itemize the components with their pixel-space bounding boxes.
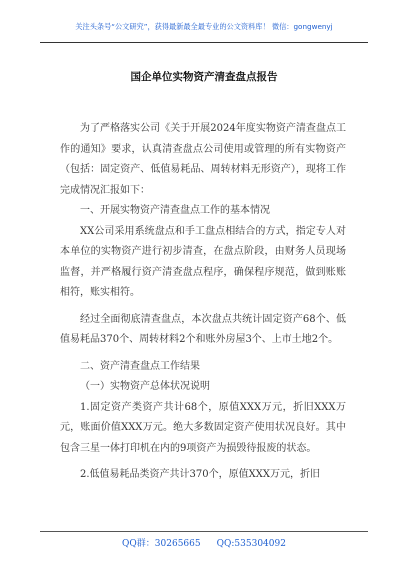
header-divider xyxy=(40,42,368,43)
paragraph-low-value-items: 2.低值易耗品类资产共计370个，原值XXX万元，折旧 xyxy=(80,469,320,480)
footer-qq-group: QQ群：30265665 xyxy=(122,539,201,549)
section-heading-2: 二、资产清查盘点工作结果 xyxy=(80,360,200,372)
paragraph-intro: 为了严格落实公司《关于开展2024年度实物资产清查盘点工作的通知》要求，认真清查盘点公司使用或管理的所有实物资产（包括：固定资产、低值易耗品、周转材料无形资产），现将工作完成情况汇报如下： xyxy=(60,123,346,196)
section-heading-1: 一、开展实物资产清查盘点工作的基本情况 xyxy=(80,205,270,216)
footer-contact xyxy=(0,536,408,549)
paragraph-method: XX公司采用系统盘点和手工盘点相结合的方式，指定专人对本单位的实物资产进行初步清查，在盘点阶段，由财务人员现场监督，并严格履行资产清查盘点程序，确保程序规范，做到账账相符，账实相符。 xyxy=(60,225,346,298)
paragraph-fixed-assets: 1.固定资产类资产共计68个，原值XXX万元，折旧XXX万元，账面价值XXX万元。绝大多数固定资产使用状况良好。其中包含三星一体打印机在内的9项资产为损毁待报废的状态。 xyxy=(60,401,346,454)
document-title: 国企单位实物资产清查盘点报告 xyxy=(130,71,278,83)
header-banner: 关注头条号“公文研究”，获得最新最全最专业的公文资料库！ 微信：gongwenyj xyxy=(75,22,333,31)
paragraph-summary: 经过全面彻底清查盘点，本次盘点共统计固定资产68个、低值易耗品370个、周转材料2个和账外房屋3个、上市土地2个。 xyxy=(60,313,346,345)
footer-qq-number: QQ:535304092 xyxy=(216,539,286,549)
subsection-heading-1: （一）实物资产总体状况说明 xyxy=(80,381,210,392)
footer-divider xyxy=(40,531,368,532)
document-body xyxy=(60,119,346,486)
